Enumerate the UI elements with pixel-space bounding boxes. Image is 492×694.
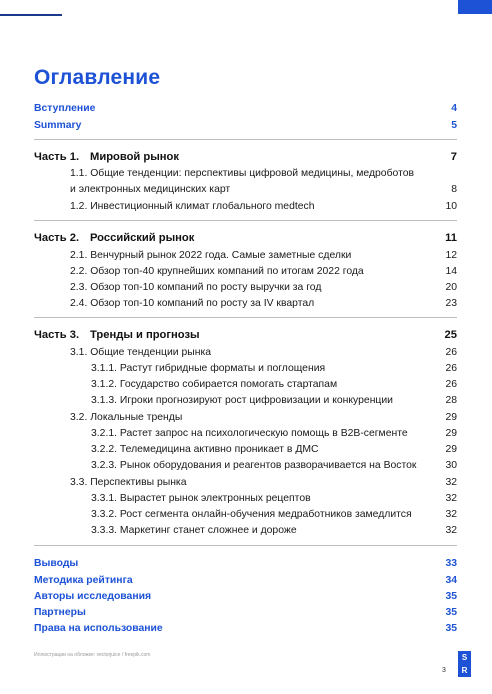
toc-entry-label: 1.2. Инвестиционный климат глобального medtech	[70, 201, 315, 212]
toc-entry-label: 1.1. Общие тенденции: перспективы цифровой медицины, медроботов	[70, 168, 415, 179]
toc-entry-label: 3.3.3. Маркетинг станет сложнее и дороже	[91, 525, 297, 536]
toc-entry-label: 3.2.2. Телемедицина активно проникает в ДМС	[91, 444, 319, 455]
page-number: 3	[442, 667, 446, 674]
toc-entry-3-1-3[interactable]	[91, 394, 457, 407]
toc-entry-page: 10	[445, 201, 457, 212]
part-title: Мировой рынок	[90, 151, 179, 163]
corner-accent	[458, 0, 492, 14]
toc-entry-label: 2.2. Обзор топ-40 крупнейших компаний по итогам 2022 года	[70, 266, 364, 277]
toc-entry-page: 12	[445, 250, 457, 261]
toc-entry-page: 23	[445, 298, 457, 309]
toc-entry-page: 35	[445, 591, 457, 602]
brand-logo	[458, 651, 471, 677]
toc-entry-page: 26	[445, 363, 457, 374]
toc-entry-3-2-2[interactable]	[91, 443, 457, 456]
toc-entry-page: 30	[445, 460, 457, 471]
toc-entry-page: 26	[445, 347, 457, 358]
toc-entry-1-2[interactable]	[70, 200, 457, 213]
toc-entry-3-1-1[interactable]	[91, 362, 457, 375]
page-title: Оглавление	[34, 66, 161, 89]
toc-entry-label: Выводы	[34, 558, 79, 569]
toc-entry-3-1[interactable]	[70, 346, 457, 359]
toc-entry-page: 14	[445, 266, 457, 277]
divider	[34, 139, 457, 140]
toc-entry-2-2[interactable]	[70, 265, 457, 278]
toc-entry-page: 26	[445, 379, 457, 390]
toc-entry-3-2-3[interactable]	[91, 459, 457, 472]
toc-entry-3-3-1[interactable]	[91, 492, 457, 505]
toc-entry-page: 33	[445, 558, 457, 569]
toc-entry-label: Вступление	[34, 103, 96, 114]
toc-entry-3-3-3[interactable]	[91, 524, 457, 537]
toc-entry-conclusions[interactable]	[34, 557, 457, 570]
part-number: Часть 2.	[34, 232, 80, 244]
toc-entry-1-1[interactable]	[70, 166, 457, 198]
toc-entry-label: Права на использование	[34, 623, 163, 634]
toc-entry-label: 3.3.2. Рост сегмента онлайн-обучения медработников замедлится	[91, 509, 412, 520]
toc-entry-label: 3.1. Общие тенденции рынка	[70, 347, 211, 358]
part-number: Часть 3.	[34, 329, 80, 341]
toc-entry-authors[interactable]	[34, 590, 457, 603]
toc-entry-label: 3.1.3. Игроки прогнозируют рост цифровизации и конкуренции	[91, 395, 393, 406]
toc-entry-label: 2.1. Венчурный рынок 2022 года. Самые заметные сделки	[70, 250, 352, 261]
logo-letter-bottom: R	[461, 665, 468, 675]
toc-entry-label: 3.3.1. Вырастет рынок электронных рецептов	[91, 493, 311, 504]
toc-entry-2-3[interactable]	[70, 281, 457, 294]
toc-entry-page: 35	[445, 607, 457, 618]
toc-entry-page: 32	[445, 509, 457, 520]
toc-entry-3-1-2[interactable]	[91, 378, 457, 391]
part-number: Часть 1.	[34, 151, 80, 163]
toc-entry-page: 35	[445, 623, 457, 634]
toc-entry-summary[interactable]	[34, 119, 457, 132]
toc-entry-page: 20	[445, 282, 457, 293]
toc-entry-page: 32	[445, 493, 457, 504]
toc-entry-page: 4	[451, 103, 457, 114]
toc-entry-3-2[interactable]	[70, 411, 457, 424]
header-rule	[0, 14, 62, 16]
toc-entry-methodology[interactable]	[34, 574, 457, 587]
divider	[34, 220, 457, 221]
toc-entry-page: 5	[451, 120, 457, 131]
part-title: Российский рынок	[90, 232, 195, 244]
toc-entry-2-1[interactable]	[70, 249, 457, 262]
toc-entry-label: Summary	[34, 120, 82, 131]
toc-entry-label: 3.3. Перспективы рынка	[70, 477, 187, 488]
toc-entry-page: 11	[445, 232, 457, 244]
toc-entry-page: 34	[445, 575, 457, 586]
toc-entry-label: 2.4. Обзор топ-10 компаний по росту за IV квартал	[70, 298, 315, 309]
toc-entry-2-4[interactable]	[70, 297, 457, 310]
toc-entry-label: 3.1.1. Растут гибридные форматы и поглощения	[91, 363, 326, 374]
toc-entry-page: 29	[445, 428, 457, 439]
toc-entry-3-3-2[interactable]	[91, 508, 457, 521]
toc-entry-label: 2.3. Обзор топ-10 компаний по росту выручки за год	[70, 282, 322, 293]
toc-entry-rights[interactable]	[34, 622, 457, 635]
toc-entry-page: 29	[445, 444, 457, 455]
toc-entry-label: 3.2.1. Растет запрос на психологическую помощь в B2B-сегменте	[91, 428, 408, 439]
toc-entry-label: Авторы исследования	[34, 591, 152, 602]
toc-entry-page: 29	[445, 412, 457, 423]
toc-entry-page: 32	[445, 477, 457, 488]
divider	[34, 545, 457, 546]
divider	[34, 317, 457, 318]
toc-entry-page: 28	[445, 395, 457, 406]
toc-entry-page: 25	[444, 329, 457, 341]
toc-entry-page: 7	[450, 151, 457, 163]
toc-entry-label: Партнеры	[34, 607, 86, 618]
toc-entry-label: Методика рейтинга	[34, 575, 133, 586]
illustration-credit: Иллюстрации на обложке: vectorjuice / freepik.com	[34, 652, 151, 658]
toc-entry-label: 3.1.2. Государство собирается помогать стартапам	[91, 379, 338, 390]
toc-part-1[interactable]	[34, 151, 457, 164]
toc-entry-page: 32	[445, 525, 457, 536]
toc-part-3[interactable]	[34, 329, 457, 342]
toc-entry-label-cont: и электронных медицинских карт	[70, 184, 231, 195]
toc-part-2[interactable]	[34, 232, 457, 245]
toc-entry-label: 3.2. Локальные тренды	[70, 412, 183, 423]
logo-letter-top: S	[461, 652, 468, 662]
toc-entry-partners[interactable]	[34, 606, 457, 619]
toc-entry-label: 3.2.3. Рынок оборудования и реагентов разворачивается на Восток	[91, 460, 417, 471]
toc-entry-intro[interactable]	[34, 102, 457, 115]
toc-entry-3-2-1[interactable]	[91, 427, 457, 440]
toc-entry-3-3[interactable]	[70, 476, 457, 489]
part-title: Тренды и прогнозы	[90, 329, 200, 341]
toc-entry-page: 8	[451, 184, 457, 195]
